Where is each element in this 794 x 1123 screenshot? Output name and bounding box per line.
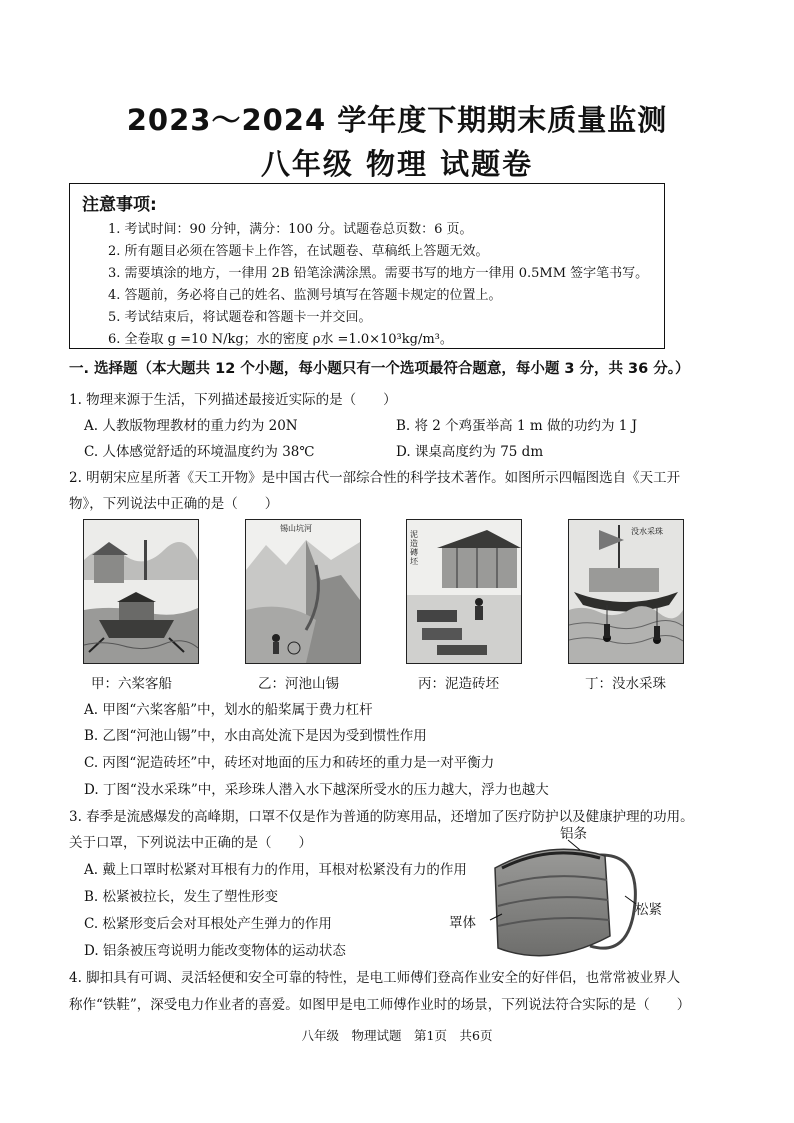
question-3-stem-line1: 3. 春季是流感爆发的高峰期，口罩不仅是作为普通的防寒用品，还增加了医疗防护以及健康护理的功用。 [69,809,694,825]
q1-option-a: A. 人教版物理教材的重力约为 20N [84,418,298,434]
picture-boat [83,519,199,664]
caption-bing: 丙：泥造砖坯 [418,676,499,692]
page-footer: 八年级 物理试题 第1页 共6页 [301,1028,493,1043]
exam-title: 2023～2024 学年度下期期末质量监测 [126,103,668,137]
question-1-stem: 1. 物理来源于生活，下列描述最接近实际的是（ ） [69,392,397,408]
picture-pearl-diving [568,519,684,664]
picture-label: 没水采珠 [631,527,663,536]
question-4-stem-line2: 称作“铁鞋”，深受电力作业者的喜爱。如图甲是电工师傅作业时的场景，下列说法符合实际的是（ ） [69,997,691,1013]
notice-item: 5. 考试结束后，将试题卷和答题卡一并交回。 [108,310,372,325]
q2-option-c: C. 丙图“泥造砖坯”中，砖坯对地面的压力和砖坯的重力是一对平衡力 [84,755,495,771]
notice-item: 4. 答题前，务必将自己的姓名、监测号填写在答题卡规定的位置上。 [108,288,502,303]
notice-item: 6. 全卷取 g =10 N/kg；水的密度 ρ水 =1.0×10³kg/m³。 [108,332,453,347]
q3-option-b: B. 松紧被拉长，发生了塑性形变 [84,889,279,905]
caption-yi: 乙：河池山锡 [258,676,339,692]
question-2-stem-line1: 2. 明朝宋应星所著《天工开物》是中国古代一部综合性的科学技术著作。如图所示四幅图选自《天工开 [69,470,681,486]
picture-label: 锡山坑河 [280,524,312,533]
notice-box [69,183,665,349]
mask-figure [440,828,680,978]
q3-option-a: A. 戴上口罩时松紧对耳根有力的作用，耳根对松紧没有力的作用 [84,862,467,878]
notice-item: 1. 考试时间：90 分钟，满分：100 分。试题卷总页数：6 页。 [108,222,473,237]
notice-item: 2. 所有题目必须在答题卡上作答，在试题卷、草稿纸上答题无效。 [108,244,489,259]
q2-option-d: D. 丁图“没水采珠”中，采珍珠人潜入水下越深所受水的压力越大，浮力也越大 [84,782,549,798]
exam-subtitle: 八年级 物理 试题卷 [260,147,534,181]
section-heading: 一. 选择题（本大题共 12 个小题，每小题只有一个选项最符合题意，每小题 3 分，共 36 分。） [69,361,690,377]
caption-jia: 甲：六桨客船 [91,676,172,692]
question-3-stem-line2: 关于口罩，下列说法中正确的是（ ） [69,835,312,851]
question-2-stem-line2: 物》，下列说法中正确的是（ ） [69,496,279,512]
q2-option-a: A. 甲图“六桨客船”中，划水的船桨属于费力杠杆 [84,702,373,718]
notice-heading: 注意事项: [82,195,157,215]
caption-ding: 丁：没水采珠 [585,676,666,692]
label-aluminum: 铝条 [560,826,587,842]
picture-brick [406,519,522,664]
label-elastic: 松紧 [635,902,662,918]
q1-option-d: D. 课桌高度约为 75 dm [396,444,544,460]
notice-item: 3. 需要填涂的地方，一律用 2B 铅笔涂满涂黑。需要书写的地方一律用 0.5MM 签字笔书写。 [108,266,649,281]
picture-tin-mine [245,519,361,664]
question-4-stem-line1: 4. 脚扣具有可调、灵活轻便和安全可靠的特性，是电工师傅们登高作业安全的好伴侣，也常常被业界人 [69,970,681,986]
q3-option-d: D. 铝条被压弯说明力能改变物体的运动状态 [84,943,346,959]
q3-option-c: C. 松紧形变后会对耳根处产生弹力的作用 [84,916,332,932]
q1-option-c: C. 人体感觉舒适的环境温度约为 38℃ [84,444,315,460]
label-mask-body: 罩体 [449,915,476,931]
q2-option-b: B. 乙图“河池山锡”中，水由高处流下是因为受到惯性作用 [84,728,427,744]
picture-label: 泥造磚坯 [410,530,418,566]
q1-option-b: B. 将 2 个鸡蛋举高 1 m 做的功约为 1 J [396,418,638,434]
